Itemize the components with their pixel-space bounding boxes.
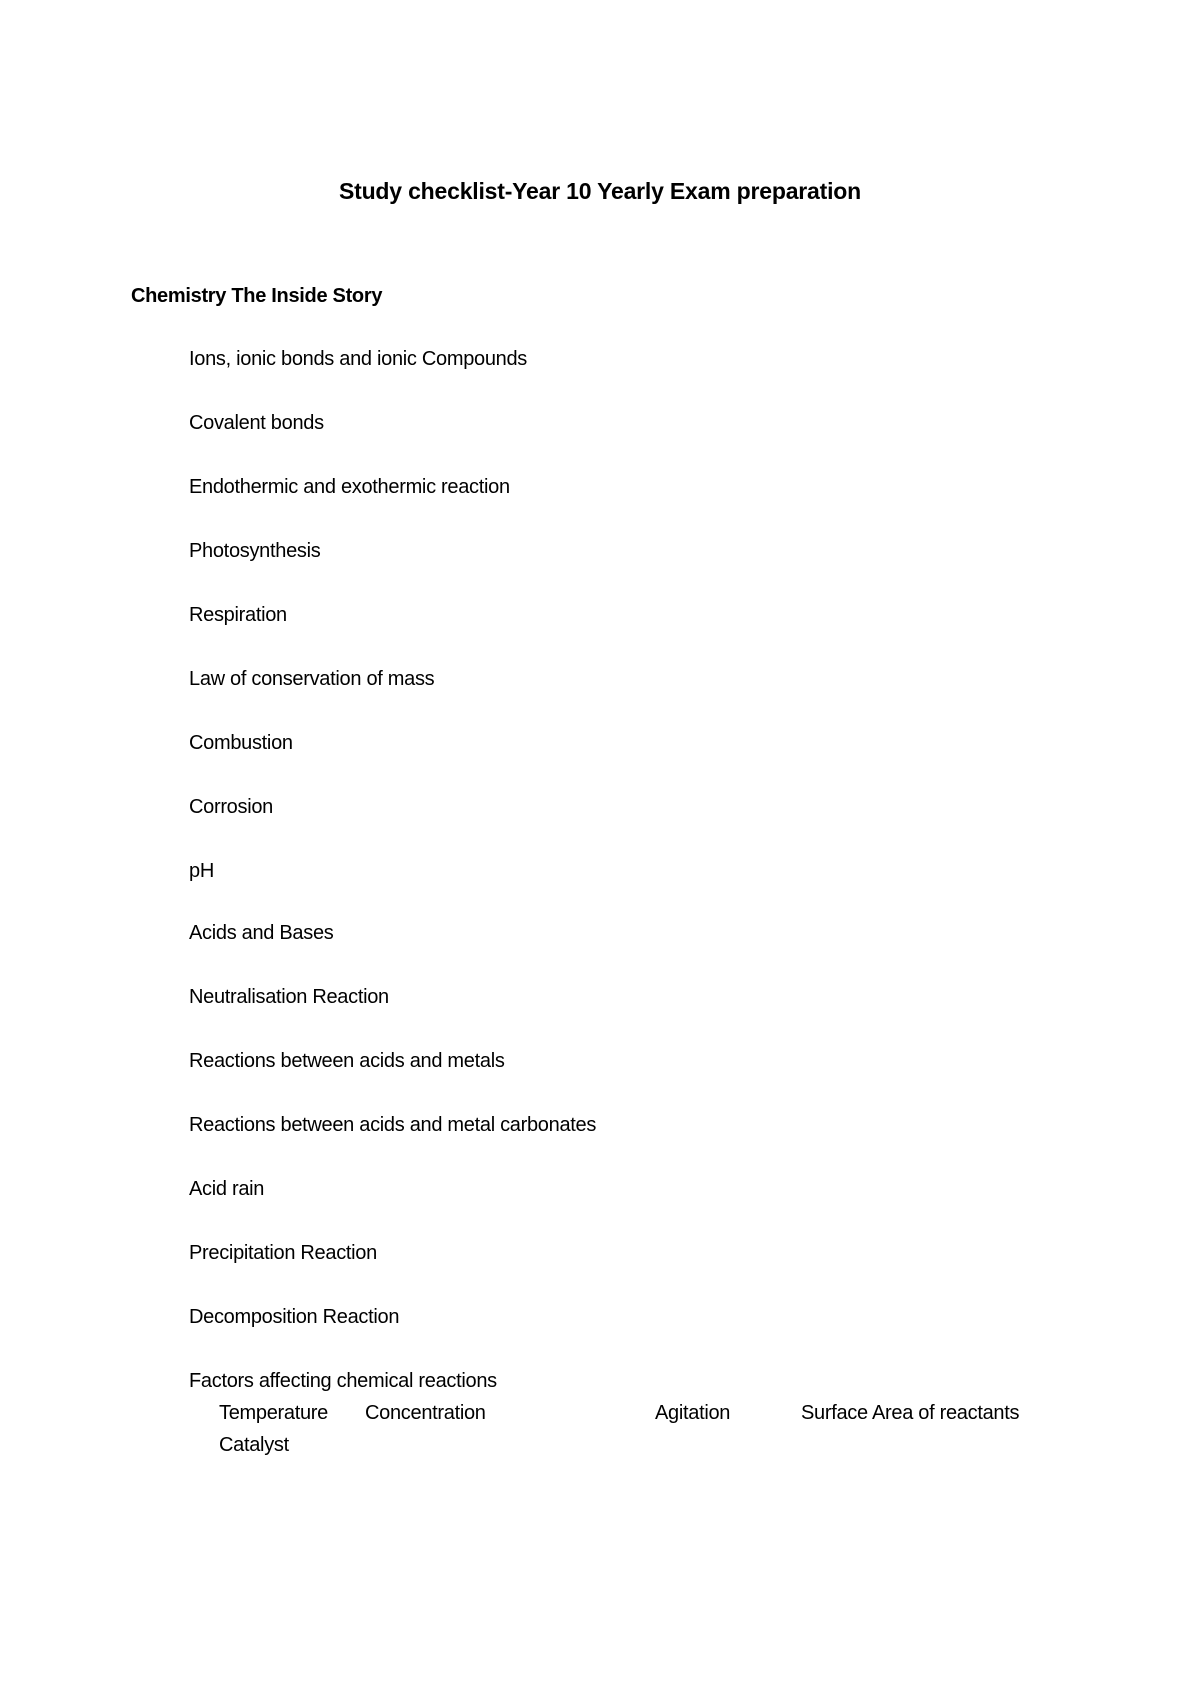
topic-item: Acid rain	[189, 1178, 265, 1200]
factor-item: Agitation	[655, 1402, 731, 1424]
topic-item: Corrosion	[189, 796, 273, 818]
topic-item: Ions, ionic bonds and ionic Compounds	[189, 348, 528, 370]
topic-item: Photosynthesis	[189, 540, 321, 562]
topic-item: Respiration	[189, 604, 287, 626]
factor-item: Surface Area of reactants	[801, 1402, 1020, 1424]
document-title: Study checklist-Year 10 Yearly Exam preparation	[338, 178, 861, 204]
topic-item: Decomposition Reaction	[189, 1306, 400, 1328]
topic-item: Reactions between acids and metals	[189, 1050, 505, 1072]
topic-item: Reactions between acids and metal carbonates	[189, 1114, 597, 1136]
topic-item: Precipitation Reaction	[189, 1242, 377, 1264]
topic-item: Acids and Bases	[189, 922, 334, 944]
topic-item: Law of conservation of mass	[189, 668, 435, 690]
topic-item: Endothermic and exothermic reaction	[189, 476, 510, 498]
topic-item: Factors affecting chemical reactions	[189, 1370, 497, 1392]
topic-item: Combustion	[189, 732, 293, 754]
factor-item: Temperature	[219, 1402, 328, 1424]
factor-item: Catalyst	[219, 1434, 289, 1456]
factor-item: Concentration	[365, 1402, 486, 1424]
topic-item: Neutralisation Reaction	[189, 986, 389, 1008]
topic-item: pH	[189, 860, 214, 882]
topic-item: Covalent bonds	[189, 412, 324, 434]
section-heading: Chemistry The Inside Story	[131, 285, 383, 307]
